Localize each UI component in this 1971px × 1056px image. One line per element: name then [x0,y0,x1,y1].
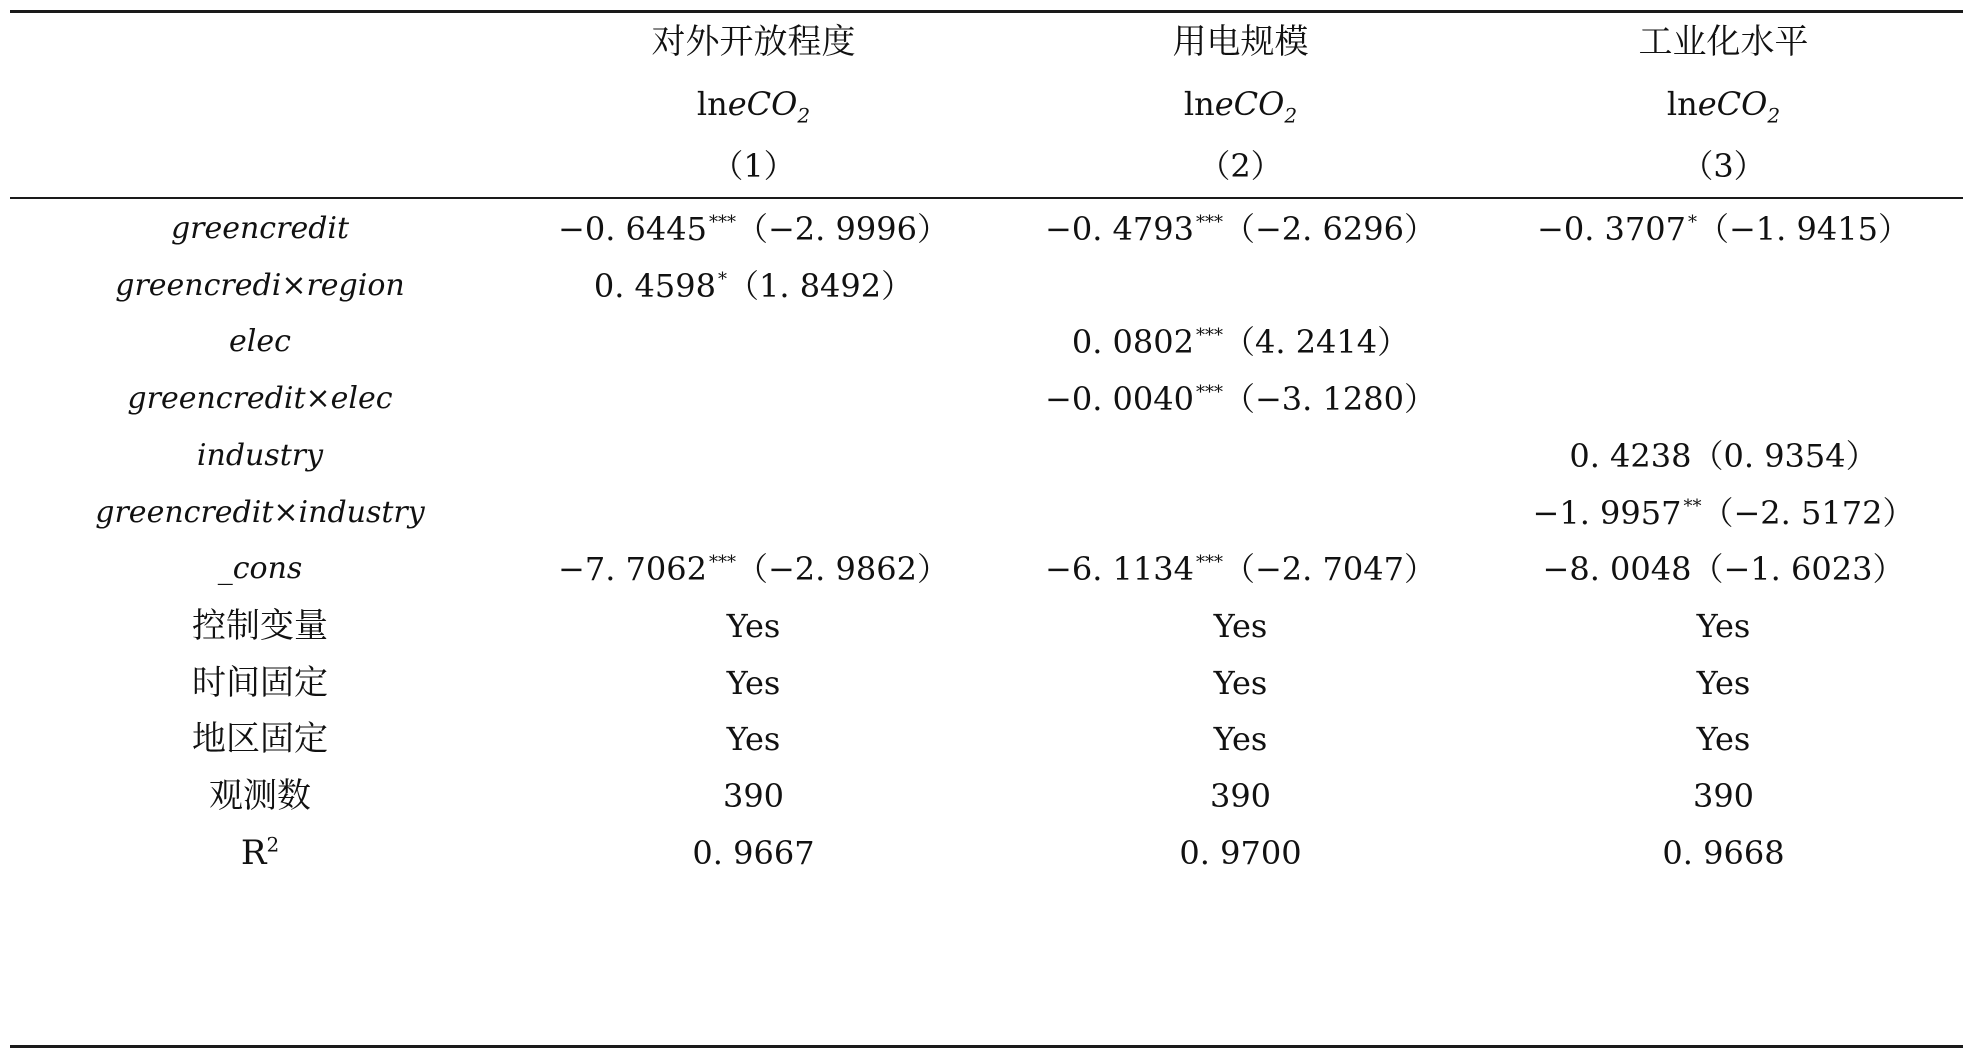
table-cell [1484,776,1963,816]
row-label-text: 时间固定 [192,663,328,703]
coefficient: 0. 9668 [1662,834,1785,872]
column-title-3: 工业化水平 [1638,22,1809,62]
coefficient: 0. 9700 [1179,834,1302,872]
table-cell [1484,833,1963,873]
row-label [10,663,510,703]
dependent-variable-1: lneCO$_2$ [696,85,811,128]
row-label [10,379,510,419]
row-label-text: 观测数 [209,776,311,816]
coefficient: 390 [722,777,785,815]
significance-stars: *** [708,552,736,574]
row-label-text: industry [196,438,324,473]
table-cell [510,209,997,249]
table-cell [510,776,997,816]
coefficient: −6. 1134 [1045,550,1194,588]
column-index-2: （2） [1198,147,1283,185]
significance-stars: *** [1195,212,1223,234]
header-rule [10,197,1963,199]
t-statistic: （0. 9354） [1691,437,1878,475]
significance-stars: * [717,269,727,291]
row-label-text: 地区固定 [192,719,328,759]
t-statistic: （−3. 1280） [1222,380,1436,418]
coefficient: −0. 3707 [1537,210,1686,248]
coefficient: 0. 4598 [593,267,716,305]
row-label-text: greencredit×industry [95,495,425,530]
bottom-rule [10,1045,1963,1048]
table-cell [510,606,997,646]
significance-stars: *** [708,212,736,234]
row-label [10,549,510,589]
row-label [10,322,510,362]
coefficient: Yes [726,607,781,645]
column-title-1: 对外开放程度 [651,22,856,62]
row-label-text: greencredit×elec [127,381,393,416]
column-title-2: 用电规模 [1172,22,1309,62]
row-label-text: greencredi×region [115,268,405,303]
t-statistic: （1. 8492） [726,267,914,305]
table-cell [1484,209,1963,249]
table-cell [997,719,1484,759]
coefficient: 390 [1209,777,1272,815]
coefficient: Yes [1213,607,1268,645]
table-cell [1484,549,1963,589]
dependent-variable-3: lneCO$_2$ [1666,85,1781,128]
t-statistic: （−1. 9415） [1696,210,1910,248]
table-cell [997,209,1484,249]
coefficient: Yes [726,664,781,702]
row-label [10,209,510,249]
row-label-text: 控制变量 [192,606,328,646]
significance-stars: * [1687,212,1697,234]
table-cell [510,266,997,306]
coefficient: Yes [1213,720,1268,758]
coefficient: −8. 0048 [1542,550,1692,588]
coefficient: −1. 9957 [1532,494,1682,532]
t-statistic: （4. 2414） [1222,323,1410,361]
table-cell [997,322,1484,362]
t-statistic: （−2. 7047） [1222,550,1436,588]
row-label [10,833,510,873]
significance-stars: *** [1195,552,1223,574]
row-label-text: R [240,833,267,873]
table-cell [1484,493,1963,533]
row-label [10,436,510,476]
row-label-text: _cons [217,551,303,586]
row-label [10,493,510,533]
t-statistic: （−1. 6023） [1691,550,1905,588]
t-statistic: （−2. 9996） [735,210,949,248]
table-cell [997,379,1484,419]
row-label-superscript: 2 [266,832,280,857]
coefficient: 0. 9667 [692,834,815,872]
column-index-1: （1） [711,147,796,185]
coefficient: 0. 4238 [1569,437,1692,475]
significance-stars: *** [1195,382,1223,404]
table-cell [997,549,1484,589]
coefficient: Yes [1696,720,1751,758]
coefficient: −0. 4793 [1045,210,1194,248]
coefficient: 390 [1692,777,1755,815]
t-statistic: （−2. 5172） [1701,494,1915,532]
table-cell [997,776,1484,816]
coefficient: Yes [1213,664,1268,702]
table-cell [997,606,1484,646]
top-rule [10,10,1963,13]
table-cell [1484,663,1963,703]
t-statistic: （−2. 9862） [735,550,949,588]
coefficient: −0. 6445 [558,210,707,248]
coefficient: −7. 7062 [558,550,707,588]
row-label [10,606,510,646]
table-cell [1484,606,1963,646]
table-cell [510,663,997,703]
table-cell [510,833,997,873]
significance-stars: ** [1683,496,1702,518]
row-label [10,776,510,816]
row-label [10,719,510,759]
row-label-text: elec [229,324,291,359]
table-cell [1484,436,1963,476]
table-cell [510,719,997,759]
column-index-3: （3） [1681,147,1766,185]
table-cell [1484,719,1963,759]
coefficient: Yes [726,720,781,758]
table-cell [510,549,997,589]
dependent-variable-2: lneCO$_2$ [1183,85,1298,128]
table-cell [997,833,1484,873]
row-label-text: greencredit [170,211,350,246]
t-statistic: （−2. 6296） [1222,210,1436,248]
row-label [10,266,510,306]
table-cell [997,663,1484,703]
coefficient: Yes [1696,607,1751,645]
coefficient: −0. 0040 [1045,380,1194,418]
coefficient: Yes [1696,664,1751,702]
coefficient: 0. 0802 [1071,323,1194,361]
significance-stars: *** [1195,325,1223,347]
